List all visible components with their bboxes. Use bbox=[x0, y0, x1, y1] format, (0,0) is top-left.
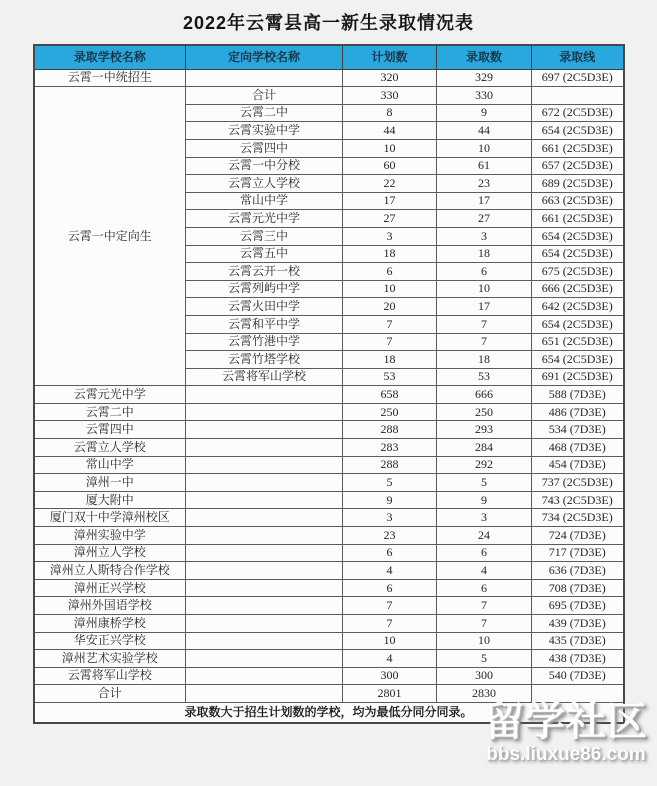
plan-count-cell: 7 bbox=[343, 597, 437, 615]
target-school-cell bbox=[186, 562, 343, 580]
table-row bbox=[34, 69, 624, 87]
target-school-cell: 云霄实验中学 bbox=[186, 122, 343, 140]
admitting-school-cell: 漳州一中 bbox=[34, 474, 186, 492]
admitting-school-cell: 云霄将军山学校 bbox=[34, 667, 186, 685]
plan-count-cell: 4 bbox=[343, 562, 437, 580]
admitted-count-cell: 27 bbox=[437, 210, 532, 228]
target-school-cell: 云霄四中 bbox=[186, 139, 343, 157]
plan-count-cell: 288 bbox=[343, 456, 437, 474]
cutoff-line-cell: 468 (7D3E) bbox=[532, 439, 624, 457]
cutoff-line-cell: 540 (7D3E) bbox=[532, 667, 624, 685]
cutoff-line-cell: 588 (7D3E) bbox=[532, 386, 624, 404]
table-row bbox=[34, 87, 624, 105]
target-school-cell bbox=[186, 527, 343, 545]
target-school-cell bbox=[186, 456, 343, 474]
cutoff-line-cell: 661 (2C5D3E) bbox=[532, 210, 624, 228]
admitting-school-cell: 常山中学 bbox=[34, 456, 186, 474]
admitted-count-cell: 5 bbox=[437, 474, 532, 492]
cutoff-line-cell: 661 (2C5D3E) bbox=[532, 139, 624, 157]
target-school-cell: 云霄二中 bbox=[186, 104, 343, 122]
plan-count-cell: 18 bbox=[343, 351, 437, 369]
target-school-cell: 云霄将军山学校 bbox=[186, 368, 343, 386]
cutoff-line-cell: 689 (2C5D3E) bbox=[532, 175, 624, 193]
admitted-count-cell: 18 bbox=[437, 245, 532, 263]
column-header-planned-count: 计划数 bbox=[343, 45, 437, 70]
footnote-row bbox=[34, 702, 624, 723]
target-school-cell: 云霄云开一校 bbox=[186, 263, 343, 281]
cutoff-line-cell: 697 (2C5D3E) bbox=[532, 69, 624, 87]
target-school-cell bbox=[186, 509, 343, 527]
plan-count-cell: 27 bbox=[343, 210, 437, 228]
target-school-cell bbox=[186, 685, 343, 703]
cutoff-line-cell: 435 (7D3E) bbox=[532, 632, 624, 650]
admitted-count-cell: 6 bbox=[437, 579, 532, 597]
cutoff-line-cell: 708 (7D3E) bbox=[532, 579, 624, 597]
table-row bbox=[34, 544, 624, 562]
admitted-count-cell: 666 bbox=[437, 386, 532, 404]
plan-count-cell: 53 bbox=[343, 368, 437, 386]
column-header-cutoff-line: 录取线 bbox=[532, 45, 624, 70]
plan-count-cell: 5 bbox=[343, 474, 437, 492]
table-row bbox=[34, 509, 624, 527]
admitted-count-cell: 329 bbox=[437, 69, 532, 87]
target-school-cell: 云霄和平中学 bbox=[186, 315, 343, 333]
table-row bbox=[34, 685, 624, 703]
cutoff-line-cell: 675 (2C5D3E) bbox=[532, 263, 624, 281]
target-school-cell: 云霄元光中学 bbox=[186, 210, 343, 228]
cutoff-line-cell: 651 (2C5D3E) bbox=[532, 333, 624, 351]
watermark-url: bbs.liuxue86.com bbox=[486, 744, 646, 765]
cutoff-line-cell: 654 (2C5D3E) bbox=[532, 351, 624, 369]
plan-count-cell: 3 bbox=[343, 227, 437, 245]
admitted-count-cell: 10 bbox=[437, 280, 532, 298]
admitting-school-cell: 厦大附中 bbox=[34, 491, 186, 509]
target-school-cell: 云霄五中 bbox=[186, 245, 343, 263]
admitting-school-cell: 华安正兴学校 bbox=[34, 632, 186, 650]
target-school-cell bbox=[186, 386, 343, 404]
plan-count-cell: 288 bbox=[343, 421, 437, 439]
table-row bbox=[34, 632, 624, 650]
admitted-count-cell: 9 bbox=[437, 104, 532, 122]
plan-count-cell: 60 bbox=[343, 157, 437, 175]
target-school-cell bbox=[186, 615, 343, 633]
admitted-count-cell: 250 bbox=[437, 403, 532, 421]
target-school-cell bbox=[186, 650, 343, 668]
cutoff-line-cell: 734 (2C5D3E) bbox=[532, 509, 624, 527]
cutoff-line-cell: 691 (2C5D3E) bbox=[532, 368, 624, 386]
plan-count-cell: 9 bbox=[343, 491, 437, 509]
page-title: 2022年云霄县高一新生录取情况表 bbox=[182, 13, 475, 33]
admitting-school-cell: 漳州康桥学校 bbox=[34, 615, 186, 633]
cutoff-line-cell: 439 (7D3E) bbox=[532, 615, 624, 633]
admitting-school-cell: 漳州外国语学校 bbox=[34, 597, 186, 615]
target-school-cell bbox=[186, 474, 343, 492]
admitting-school-cell: 漳州艺术实验学校 bbox=[34, 650, 186, 668]
target-school-cell bbox=[186, 491, 343, 509]
plan-count-cell: 6 bbox=[343, 544, 437, 562]
target-school-cell bbox=[186, 579, 343, 597]
table-row bbox=[34, 597, 624, 615]
table-row bbox=[34, 403, 624, 421]
cutoff-line-cell bbox=[532, 685, 624, 703]
cutoff-line-cell: 534 (7D3E) bbox=[532, 421, 624, 439]
target-school-cell: 合计 bbox=[186, 87, 343, 105]
admitted-count-cell: 6 bbox=[437, 263, 532, 281]
admitted-count-cell: 3 bbox=[437, 509, 532, 527]
cutoff-line-cell: 654 (2C5D3E) bbox=[532, 245, 624, 263]
admitted-count-cell: 17 bbox=[437, 192, 532, 210]
table-row bbox=[34, 439, 624, 457]
cutoff-line-cell: 737 (2C5D3E) bbox=[532, 474, 624, 492]
admitting-school-cell: 漳州正兴学校 bbox=[34, 579, 186, 597]
plan-count-cell: 7 bbox=[343, 615, 437, 633]
target-school-cell bbox=[186, 544, 343, 562]
table-body bbox=[34, 69, 624, 723]
admitting-school-cell: 漳州立人斯特合作学校 bbox=[34, 562, 186, 580]
plan-count-cell: 22 bbox=[343, 175, 437, 193]
target-school-cell: 云霄竹港中学 bbox=[186, 333, 343, 351]
target-school-cell: 云霄一中分校 bbox=[186, 157, 343, 175]
table-row bbox=[34, 579, 624, 597]
plan-count-cell: 300 bbox=[343, 667, 437, 685]
admission-table bbox=[33, 44, 625, 724]
table-row bbox=[34, 615, 624, 633]
plan-count-cell: 17 bbox=[343, 192, 437, 210]
table-row bbox=[34, 527, 624, 545]
cutoff-line-cell: 717 (7D3E) bbox=[532, 544, 624, 562]
cutoff-line-cell: 438 (7D3E) bbox=[532, 650, 624, 668]
admitted-count-cell: 53 bbox=[437, 368, 532, 386]
plan-count-cell: 18 bbox=[343, 245, 437, 263]
plan-count-cell: 10 bbox=[343, 139, 437, 157]
target-school-cell: 云霄火田中学 bbox=[186, 298, 343, 316]
admitting-school-cell: 云霄二中 bbox=[34, 403, 186, 421]
target-school-cell: 云霄列屿中学 bbox=[186, 280, 343, 298]
target-school-cell bbox=[186, 667, 343, 685]
cutoff-line-cell: 695 (7D3E) bbox=[532, 597, 624, 615]
cutoff-line-cell: 672 (2C5D3E) bbox=[532, 104, 624, 122]
admitting-school-cell: 云霄一中定向生 bbox=[34, 87, 186, 386]
column-header-admitted-count: 录取数 bbox=[437, 45, 532, 70]
plan-count-cell: 250 bbox=[343, 403, 437, 421]
target-school-cell bbox=[186, 597, 343, 615]
plan-count-cell: 44 bbox=[343, 122, 437, 140]
table-row bbox=[34, 474, 624, 492]
admitted-count-cell: 18 bbox=[437, 351, 532, 369]
cutoff-line-cell: 486 (7D3E) bbox=[532, 403, 624, 421]
table-row bbox=[34, 386, 624, 404]
admitted-count-cell: 7 bbox=[437, 333, 532, 351]
admitted-count-cell: 284 bbox=[437, 439, 532, 457]
admitted-count-cell: 292 bbox=[437, 456, 532, 474]
target-school-cell bbox=[186, 632, 343, 650]
table-row bbox=[34, 491, 624, 509]
target-school-cell bbox=[186, 421, 343, 439]
plan-count-cell: 283 bbox=[343, 439, 437, 457]
table-row bbox=[34, 650, 624, 668]
admitted-count-cell: 5 bbox=[437, 650, 532, 668]
target-school-cell: 云霄竹塔学校 bbox=[186, 351, 343, 369]
admitted-count-cell: 300 bbox=[437, 667, 532, 685]
target-school-cell: 云霄三中 bbox=[186, 227, 343, 245]
table-row bbox=[34, 421, 624, 439]
table-row bbox=[34, 667, 624, 685]
header-row bbox=[34, 45, 624, 70]
plan-count-cell: 320 bbox=[343, 69, 437, 87]
admitted-count-cell: 24 bbox=[437, 527, 532, 545]
cutoff-line-cell: 654 (2C5D3E) bbox=[532, 227, 624, 245]
column-header-admitting-school: 录取学校名称 bbox=[34, 45, 186, 70]
admitting-school-cell: 云霄元光中学 bbox=[34, 386, 186, 404]
admitted-count-cell: 330 bbox=[437, 87, 532, 105]
admitting-school-cell: 合计 bbox=[34, 685, 186, 703]
cutoff-line-cell: 654 (2C5D3E) bbox=[532, 315, 624, 333]
plan-count-cell: 23 bbox=[343, 527, 437, 545]
footnote-text: 录取数大于招生计划数的学校，均为最低分同分同录。 bbox=[34, 702, 624, 723]
admitted-count-cell: 2830 bbox=[437, 685, 532, 703]
target-school-cell bbox=[186, 403, 343, 421]
target-school-cell: 云霄立人学校 bbox=[186, 175, 343, 193]
cutoff-line-cell: 743 (2C5D3E) bbox=[532, 491, 624, 509]
plan-count-cell: 10 bbox=[343, 632, 437, 650]
admitted-count-cell: 3 bbox=[437, 227, 532, 245]
admitted-count-cell: 6 bbox=[437, 544, 532, 562]
plan-count-cell: 4 bbox=[343, 650, 437, 668]
plan-count-cell: 6 bbox=[343, 579, 437, 597]
admitted-count-cell: 7 bbox=[437, 615, 532, 633]
plan-count-cell: 20 bbox=[343, 298, 437, 316]
plan-count-cell: 658 bbox=[343, 386, 437, 404]
plan-count-cell: 7 bbox=[343, 333, 437, 351]
cutoff-line-cell bbox=[532, 87, 624, 105]
admitting-school-cell: 厦门双十中学漳州校区 bbox=[34, 509, 186, 527]
admitted-count-cell: 9 bbox=[437, 491, 532, 509]
admitted-count-cell: 10 bbox=[437, 632, 532, 650]
admitting-school-cell: 漳州立人学校 bbox=[34, 544, 186, 562]
cutoff-line-cell: 654 (2C5D3E) bbox=[532, 122, 624, 140]
cutoff-line-cell: 666 (2C5D3E) bbox=[532, 280, 624, 298]
cutoff-line-cell: 636 (7D3E) bbox=[532, 562, 624, 580]
plan-count-cell: 330 bbox=[343, 87, 437, 105]
plan-count-cell: 6 bbox=[343, 263, 437, 281]
admitted-count-cell: 293 bbox=[437, 421, 532, 439]
table-row bbox=[34, 456, 624, 474]
cutoff-line-cell: 454 (7D3E) bbox=[532, 456, 624, 474]
admitting-school-cell: 漳州实验中学 bbox=[34, 527, 186, 545]
cutoff-line-cell: 663 (2C5D3E) bbox=[532, 192, 624, 210]
admitting-school-cell: 云霄四中 bbox=[34, 421, 186, 439]
admitted-count-cell: 4 bbox=[437, 562, 532, 580]
target-school-cell bbox=[186, 69, 343, 87]
cutoff-line-cell: 642 (2C5D3E) bbox=[532, 298, 624, 316]
plan-count-cell: 7 bbox=[343, 315, 437, 333]
watermark-text: 留学社区 bbox=[484, 700, 648, 744]
plan-count-cell: 10 bbox=[343, 280, 437, 298]
target-school-cell bbox=[186, 439, 343, 457]
cutoff-line-cell: 724 (7D3E) bbox=[532, 527, 624, 545]
admitted-count-cell: 17 bbox=[437, 298, 532, 316]
admitted-count-cell: 44 bbox=[437, 122, 532, 140]
admitting-school-cell: 云霄立人学校 bbox=[34, 439, 186, 457]
plan-count-cell: 2801 bbox=[343, 685, 437, 703]
admitted-count-cell: 7 bbox=[437, 597, 532, 615]
plan-count-cell: 3 bbox=[343, 509, 437, 527]
table-row bbox=[34, 562, 624, 580]
column-header-target-school: 定向学校名称 bbox=[186, 45, 343, 70]
target-school-cell: 常山中学 bbox=[186, 192, 343, 210]
cutoff-line-cell: 657 (2C5D3E) bbox=[532, 157, 624, 175]
admitted-count-cell: 23 bbox=[437, 175, 532, 193]
plan-count-cell: 8 bbox=[343, 104, 437, 122]
admitted-count-cell: 10 bbox=[437, 139, 532, 157]
admitting-school-cell: 云霄一中统招生 bbox=[34, 69, 186, 87]
admitted-count-cell: 7 bbox=[437, 315, 532, 333]
admitted-count-cell: 61 bbox=[437, 157, 532, 175]
